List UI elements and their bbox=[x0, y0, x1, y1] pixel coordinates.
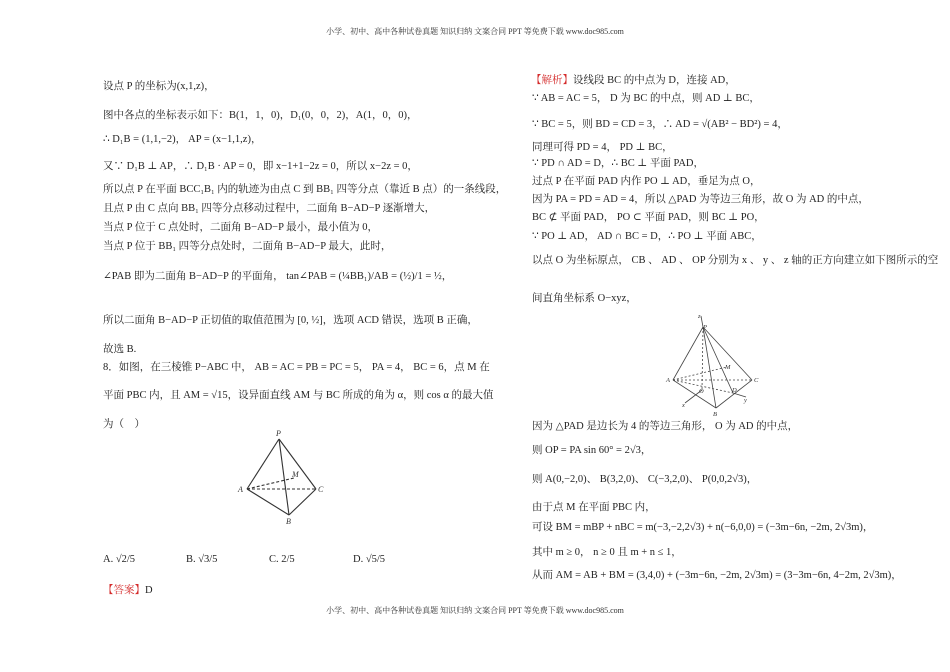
text-line: 所以点 P 在平面 BCC₁B₁ 内的轨迹为由点 C 到 BB₁ 四等分点（靠近 B 点）的一条线段， bbox=[103, 184, 507, 195]
label-m: M bbox=[292, 470, 299, 479]
text-line: ∴ D₁B = (1,1,−2)， AP = (x−1,1,z)， bbox=[103, 134, 262, 145]
label-d: D bbox=[732, 387, 737, 394]
label-p: P bbox=[703, 324, 707, 331]
label-m: M bbox=[725, 364, 731, 371]
text-line: 同理可得 PD = 4， PD ⊥ BC， bbox=[532, 142, 673, 153]
text-line: 所以二面角 B−AD−P 正切值的取值范围为 [0, ½]，选项 ACD 错误，选项 B 正确， bbox=[103, 315, 478, 326]
question-8-line: 平面 PBC 内，且 AM = √15，设异面直线 AM 与 BC 所成的角为 α，则 cos α 的最大值 bbox=[103, 390, 494, 401]
text-line: 当点 P 位于 BB₁ 四等分点处时，二面角 B−AD−P 最大，此时， bbox=[103, 241, 392, 252]
label-c: C bbox=[318, 485, 324, 494]
text-line: ∵ PO ⊥ AD， AD ∩ BC = D，∴ PO ⊥ 平面 ABC， bbox=[532, 231, 762, 242]
question-8-line: 8．如图，在三棱锥 P−ABC 中， AB = AC = PB = PC = 5， PA = 4， BC = 6，点 M 在 bbox=[103, 362, 490, 373]
option-a: A. √2/5 bbox=[103, 554, 136, 565]
page-header: 小学、初中、高中各种试卷真题 知识归纳 文案合同 PPT 等免费下载 www.doc985.com bbox=[326, 27, 624, 36]
text-line: 图中各点的坐标表示如下：B(1，1，0)，D₁(0，0，2)，A(1，0，0)， bbox=[103, 110, 418, 121]
label-a: A bbox=[238, 485, 243, 494]
text-line: ∵ BC = 5，则 BD = CD = 3，∴ AD = √(AB² − BD²) = 4， bbox=[532, 119, 788, 130]
analysis-tag: 【解析】 bbox=[531, 75, 573, 86]
question-8-line: 为（ ） bbox=[103, 419, 145, 430]
label-x: x bbox=[682, 402, 685, 409]
option-d: D. √5/5 bbox=[353, 554, 386, 565]
text-line: ∠PAB 即为二面角 B−AD−P 的平面角， tan∠PAB = (¼BB₁)/AB = (½)/1 = ½， bbox=[103, 271, 453, 282]
label-p: P bbox=[276, 429, 281, 438]
text-line: 间直角坐标系 O−xyz， bbox=[532, 293, 637, 304]
text-line: 设点 P 的坐标为(x,1,z)， bbox=[103, 81, 215, 92]
text-span: 设线段 BC 的中点为 D，连接 AD， bbox=[573, 75, 736, 86]
text-line: 则 A(0,−2,0)、 B(3,2,0)、 C(−3,2,0)、 P(0,0,2√3)， bbox=[532, 474, 758, 485]
text-line: 以点 O 为坐标原点， CB 、 AD 、 OP 分别为 x 、 y 、 z 轴的正方向建立如下图所示的空 bbox=[532, 255, 939, 266]
answer-tag: 【答案】 bbox=[103, 585, 145, 596]
text-line: 由于点 M 在平面 PBC 内， bbox=[532, 502, 656, 513]
text-line: 又∵ D₁B ⊥ AP，∴ D₁B · AP = 0，即 x−1+1−2z = 0，所以 x−2z = 0， bbox=[103, 161, 418, 172]
label-a: A bbox=[666, 377, 670, 384]
text-line: 因为 PA = PD = AD = 4，所以 △PAD 为等边三角形，故 O 为 AD 的中点， bbox=[532, 194, 869, 205]
text-line: ∵ AB = AC = 5， D 为 BC 的中点，则 AD ⊥ BC， bbox=[532, 93, 760, 104]
text-line: 可设 BM = mBP + nBC = m(−3,−2,2√3) + n(−6,0,0) = (−3m−6n, −2m, 2√3m)， bbox=[532, 522, 874, 533]
label-z: z bbox=[698, 313, 701, 320]
text-line: 则 OP = PA sin 60° = 2√3， bbox=[532, 445, 652, 456]
text-line: ∵ PD ∩ AD = D，∴ BC ⊥ 平面 PAD， bbox=[532, 158, 705, 169]
label-o: O bbox=[699, 388, 704, 395]
option-b: B. √3/5 bbox=[186, 554, 218, 565]
label-b: B bbox=[713, 411, 717, 418]
text-line: 故选 B. bbox=[103, 344, 137, 355]
text-line: 因为 △PAD 是边长为 4 的等边三角形， O 为 AD 的中点， bbox=[532, 421, 799, 432]
label-b: B bbox=[286, 517, 291, 526]
option-c: C. 2/5 bbox=[269, 554, 295, 565]
text-line: 其中 m ≥ 0， n ≥ 0 且 m + n ≤ 1， bbox=[532, 547, 682, 558]
answer-value: D bbox=[145, 585, 153, 596]
text-line: 从而 AM = AB + BM = (3,4,0) + (−3m−6n, −2m, 2√3m) = (3−3m−6n, 4−2m, 2√3m)， bbox=[532, 570, 902, 581]
text-line: 当点 P 位于 C 点处时，二面角 B−AD−P 最小，最小值为 0， bbox=[103, 222, 379, 233]
text-line: 过点 P 在平面 PAD 内作 PO ⊥ AD，垂足为点 O， bbox=[532, 176, 761, 187]
label-y: y bbox=[744, 397, 747, 404]
text-line: 且点 P 由 C 点向 BB₁ 四等分点移动过程中，二面角 B−AD−P 逐渐增大， bbox=[103, 203, 436, 214]
text-line: BC ⊄ 平面 PAD， PO ⊂ 平面 PAD，则 BC ⊥ PO， bbox=[532, 212, 765, 223]
page-footer: 小学、初中、高中各种试卷真题 知识归纳 文案合同 PPT 等免费下载 www.doc985.com bbox=[326, 606, 624, 615]
label-c: C bbox=[754, 377, 759, 384]
